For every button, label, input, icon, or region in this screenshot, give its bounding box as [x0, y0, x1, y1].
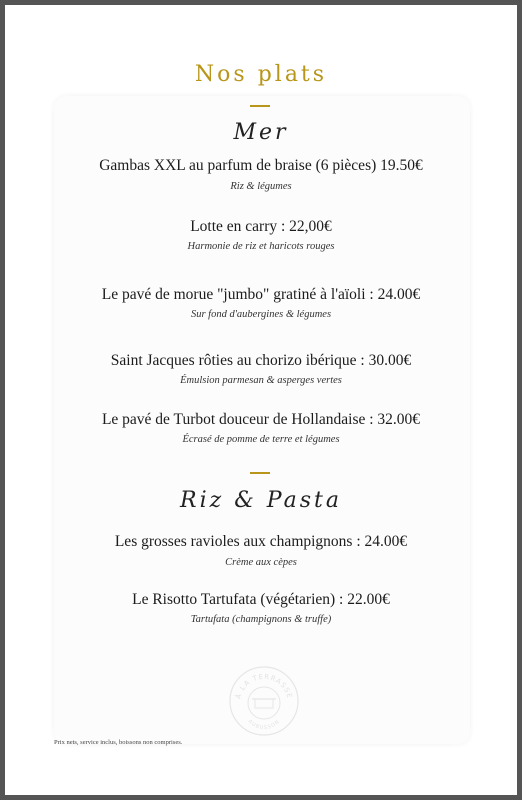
dish-name: Le pavé de Turbot douceur de Hollandaise : 32.00€	[101, 411, 421, 428]
dish-description: Écrasé de pomme de terre et légumes	[182, 434, 340, 445]
dish-name: Lotte en carry : 22,00€	[190, 218, 332, 235]
dish-name: Gambas XXL au parfum de braise (6 pièces) 19.50€	[99, 157, 423, 174]
logo-bottom-text: AUBUSSON	[246, 718, 282, 732]
dish-name: Le Risotto Tartufata (végétarien) : 22.00€	[132, 591, 390, 608]
restaurant-logo	[228, 665, 300, 737]
dish-description: Riz & légumes	[230, 181, 292, 192]
dish-description: Harmonie de riz et haricots rouges	[187, 241, 335, 252]
footnote: Prix nets, service inclus, boissons non comprises.	[54, 739, 183, 746]
section-divider	[250, 472, 270, 474]
dish-description: Sur fond d'aubergines & légumes	[190, 309, 332, 320]
page-title: Nos plats	[194, 62, 328, 87]
dish-name: Saint Jacques rôties au chorizo ibérique : 30.00€	[110, 352, 412, 369]
svg-text:À LA TERRASSE	[233, 673, 293, 700]
dish-description: Tartufata (champignons & truffe)	[190, 614, 332, 625]
svg-text:AUBUSSON	[247, 719, 282, 732]
dish-description: Crème aux cèpes	[225, 557, 297, 568]
section-title-mer: Mer	[233, 120, 289, 145]
dish-name: Le pavé de morue "jumbo" gratiné à l'aïoli : 24.00€	[101, 286, 421, 303]
logo-top-text: À LA TERRASSE	[234, 672, 294, 700]
section-title-riz-pasta: Riz & Pasta	[180, 488, 342, 513]
dish-name: Les grosses ravioles aux champignons : 24.00€	[114, 533, 408, 550]
dish-description: Émulsion parmesan & asperges vertes	[180, 375, 342, 386]
title-divider	[250, 105, 270, 107]
